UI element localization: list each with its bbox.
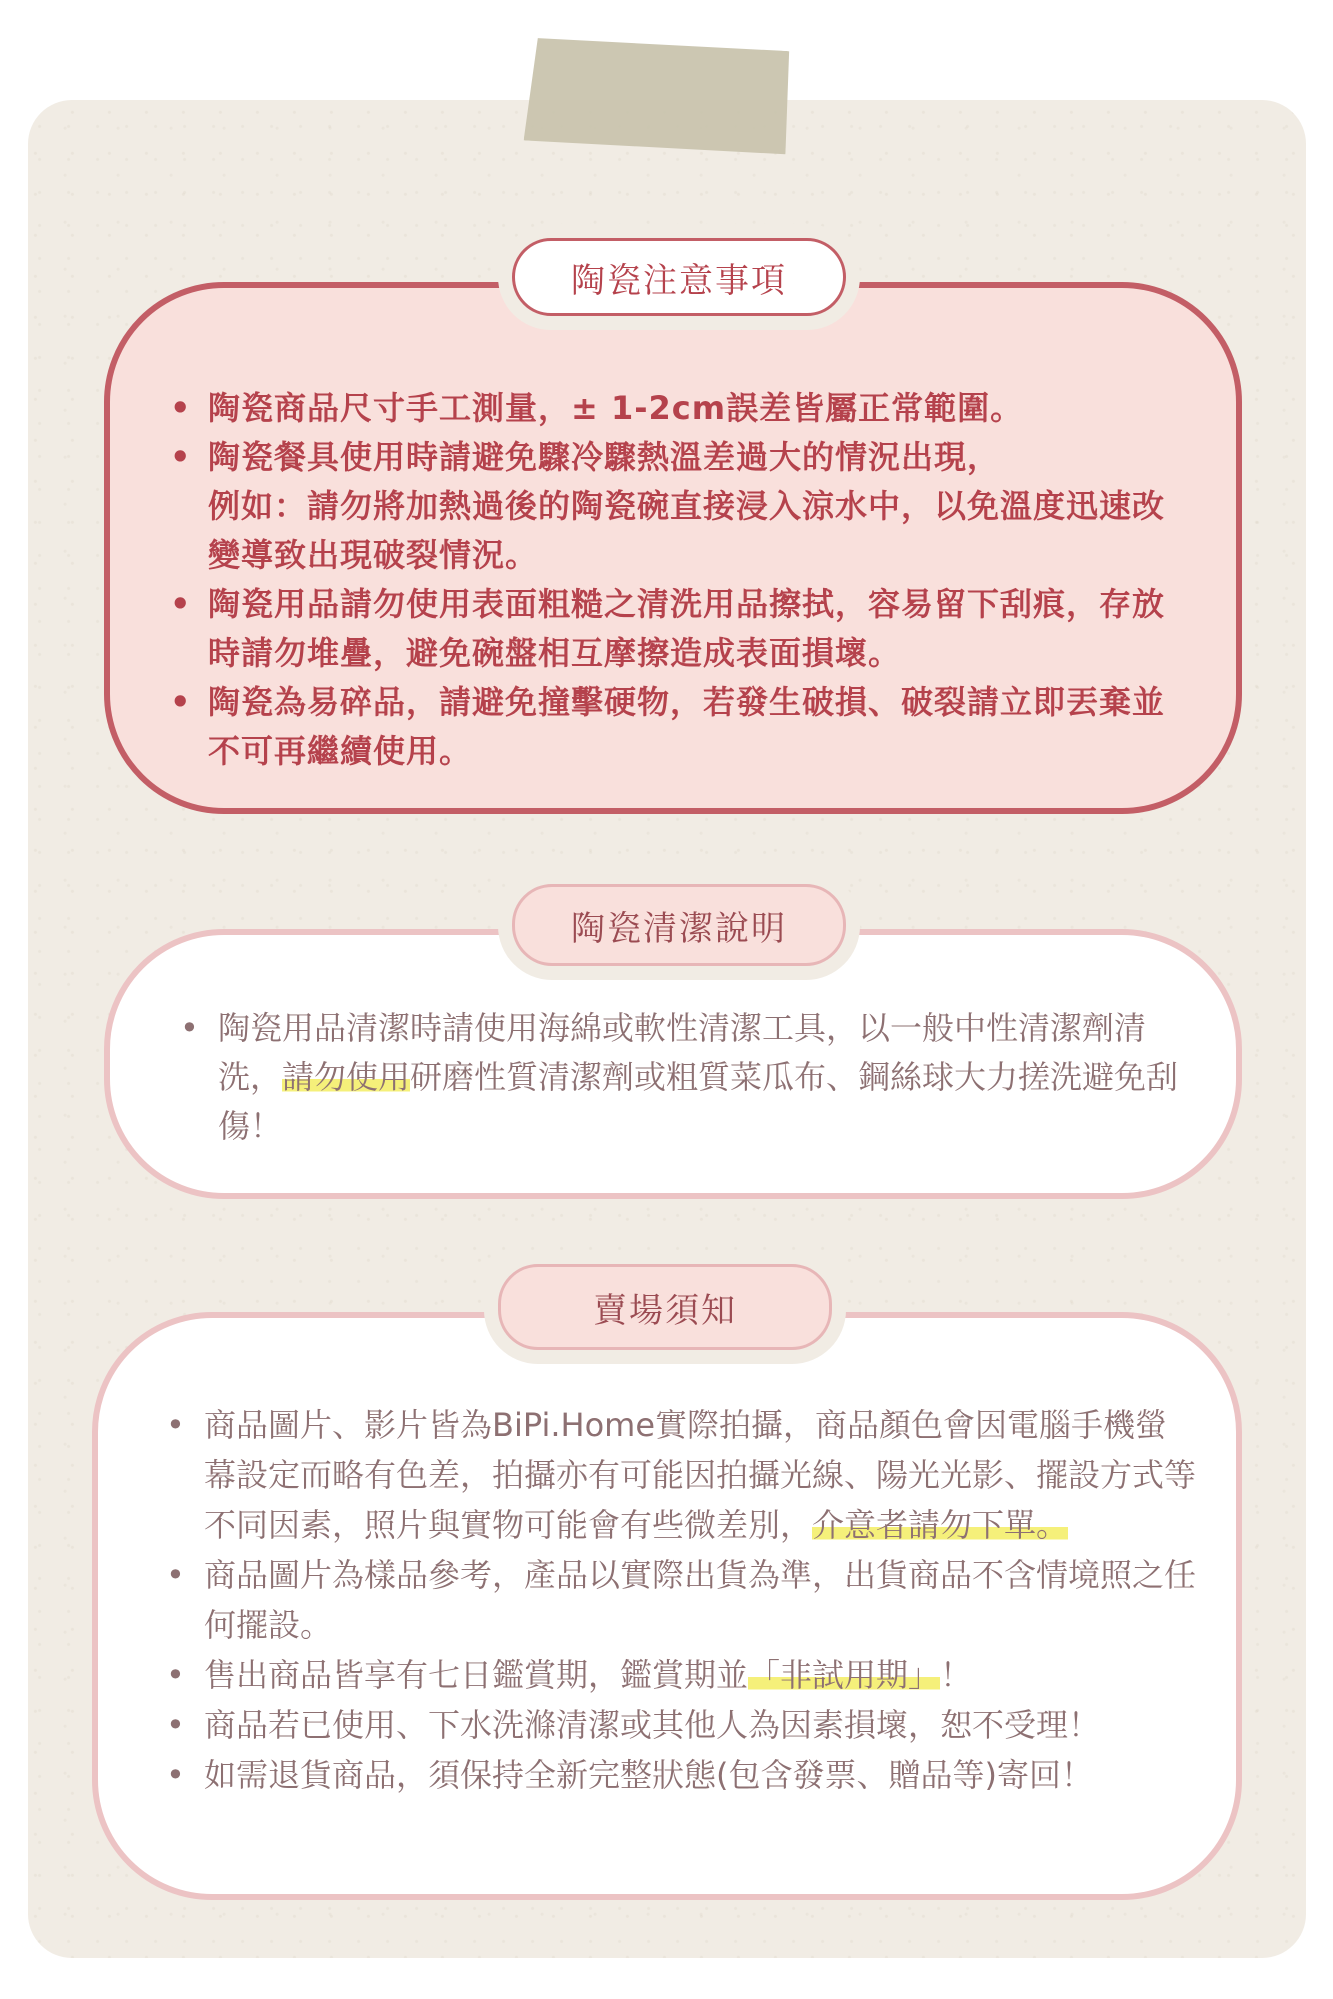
list-item: • 陶瓷商品尺寸手工測量，± 1-2cm誤差皆屬正常範圍。 [170, 384, 1180, 433]
cleaning-title: 陶瓷清潔說明 [512, 884, 846, 966]
list-item: • 陶瓷用品請勿使用表面粗糙之清洗用品擦拭，容易留下刮痕，存放時請勿堆疊，避免碗盤相互摩擦造成表面損壞。 [170, 580, 1180, 678]
text-segment: 研磨性質清潔劑或粗質菜瓜布、鋼絲球大力搓洗避免刮傷！ [218, 1058, 1179, 1145]
list-item: • 如需退貨商品，須保持全新完整狀態(包含發票、贈品等)寄回！ [166, 1750, 1196, 1800]
text-segment: 售出商品皆享有七日鑑賞期，鑑賞期並 [204, 1656, 749, 1694]
list-item: • 陶瓷為易碎品，請避免撞擊硬物，若發生破損、破裂請立即丟棄並不可再繼續使用。 [170, 678, 1180, 776]
highlighted-text: 「非試用期」 [748, 1656, 941, 1694]
list-item [180, 1004, 1180, 1151]
highlighted-text: 介意者請勿下單。 [812, 1506, 1069, 1544]
store-notice-list [166, 1400, 1196, 1800]
cleaning-list [180, 1004, 1180, 1151]
list-item: • 商品圖片為樣品參考，產品以實際出貨為準，出貨商品不含情境照之任何擺設。 [166, 1550, 1196, 1650]
list-item [166, 1650, 1196, 1700]
text-segment: ！ [940, 1656, 973, 1694]
list-item [166, 1400, 1196, 1550]
list-item: • 陶瓷餐具使用時請避免驟冷驟熱溫差過大的情況出現， 例如：請勿將加熱過後的陶瓷碗直接浸入涼水中，以免溫度迅速改變導致出現破裂情況。 [170, 433, 1180, 580]
list-item: • 商品若已使用、下水洗滌清潔或其他人為因素損壞，恕不受理！ [166, 1700, 1196, 1750]
ceramic-notice-list [170, 384, 1180, 776]
store-notice-title: 賣場須知 [498, 1264, 832, 1350]
text-segment: 商品圖片、影片皆為BiPi.Home實際拍攝，商品顏色會因電腦手機螢幕設定而略有色差，拍攝亦有可能因拍攝光線、陽光光影、擺設方式等不同因素，照片與實物可能會有些微差別， [204, 1406, 1197, 1544]
ceramic-notice-title: 陶瓷注意事項 [512, 238, 846, 316]
text-segment: 陶瓷用品清潔時請使用海綿或軟性清潔工具，以一般中性清潔劑清洗， [218, 1009, 1147, 1096]
highlighted-text: 請勿使用 [282, 1058, 411, 1096]
